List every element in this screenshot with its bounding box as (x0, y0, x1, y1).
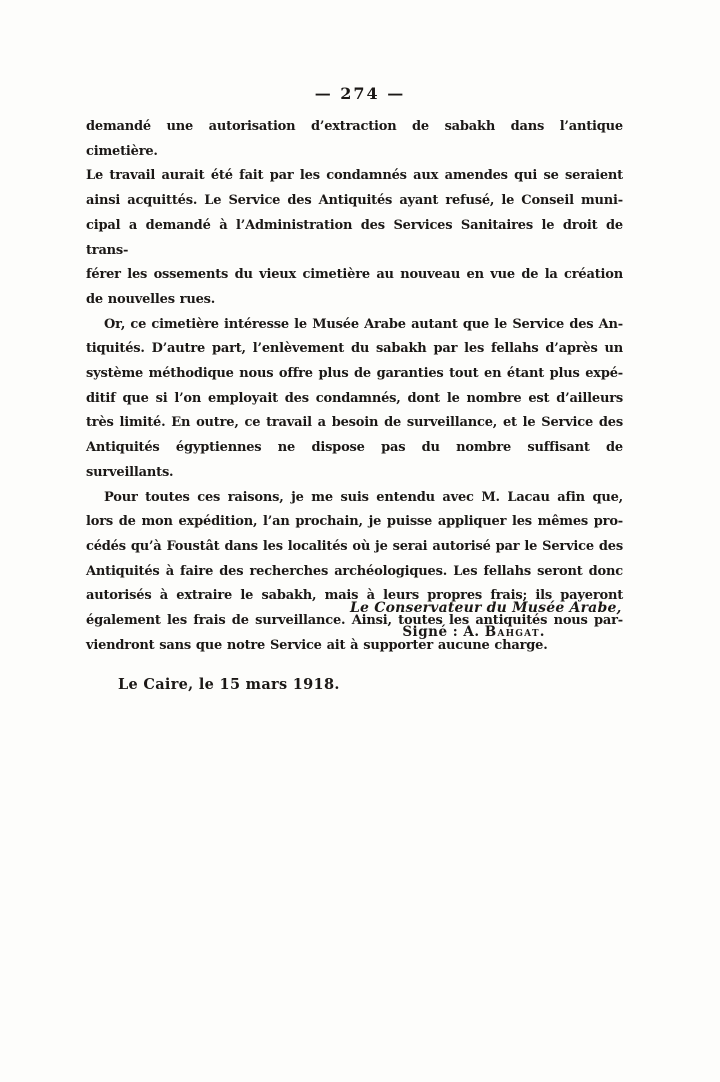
text-line: cipal a demandé à l’Administration des Services Sanitaires le droit de trans- (86, 217, 623, 258)
text-line: lors de mon expédition, l’an prochain, je puisse appliquer les mêmes pro- (86, 514, 623, 530)
text-line: Antiquités à faire des recherches archéologiques. Les fellahs seront donc (86, 563, 623, 579)
signature-signed (350, 624, 598, 640)
text-line: férer les ossements du vieux cimetière au nouveau en vue de la création (86, 267, 623, 283)
text-line: tiquités. D’autre part, l’enlèvement du sabakh par les fellahs d’après un (86, 341, 623, 357)
paragraph (86, 115, 623, 313)
text-line: viendront sans que notre Service ait à supporter aucune charge. (86, 637, 548, 653)
text-line: demandé une autorisation d’extraction de sabakh dans l’antique cimetière. (86, 119, 623, 159)
text-line: Le travail aurait été fait par les condamnés aux amendes qui se seraient (86, 168, 623, 184)
text-line: système méthodique nous offre plus de garanties tout en étant plus expé- (86, 366, 623, 382)
text-line: cédés qu’à Foustât dans les localités où je serai autorisé par le Service des (86, 538, 623, 554)
text-line: ditif que si l’on employait des condamnés, dont le nombre est d’ailleurs (86, 390, 623, 406)
text-line: très limité. En outre, ce travail a besoin de surveillance, et le Service des (86, 415, 623, 431)
text-line: Pour toutes ces raisons, je me suis entendu avec M. Lacau afin que, (104, 489, 623, 505)
text-line: également les frais de surveillance. Ainsi, toutes les antiquités nous par- (86, 613, 623, 629)
text-line: ainsi acquittés. Le Service des Antiquités ayant refusé, le Conseil muni- (86, 193, 623, 209)
paragraph (86, 313, 623, 486)
body-text (86, 115, 623, 658)
signature-signed-label: Signé : A. (402, 624, 485, 640)
page-number: — 274 — (314, 84, 406, 103)
text-line: autorisés à extraire le sabakh, mais à leurs propres frais; ils payeront (86, 588, 623, 604)
text-line: de nouvelles rues. (86, 291, 216, 307)
signature-name: Bahgat. (484, 624, 546, 640)
text-line: Or, ce cimetière intéresse le Musée Arabe autant que le Service des An- (104, 316, 623, 332)
signature-role: Le Conservateur du Musée Arabe, (350, 600, 622, 616)
text-line: Antiquités égyptiennes ne dispose pas du nombre suffisant de surveillants. (86, 440, 623, 480)
dateline: Le Caire, le 15 mars 1918. (118, 676, 340, 693)
